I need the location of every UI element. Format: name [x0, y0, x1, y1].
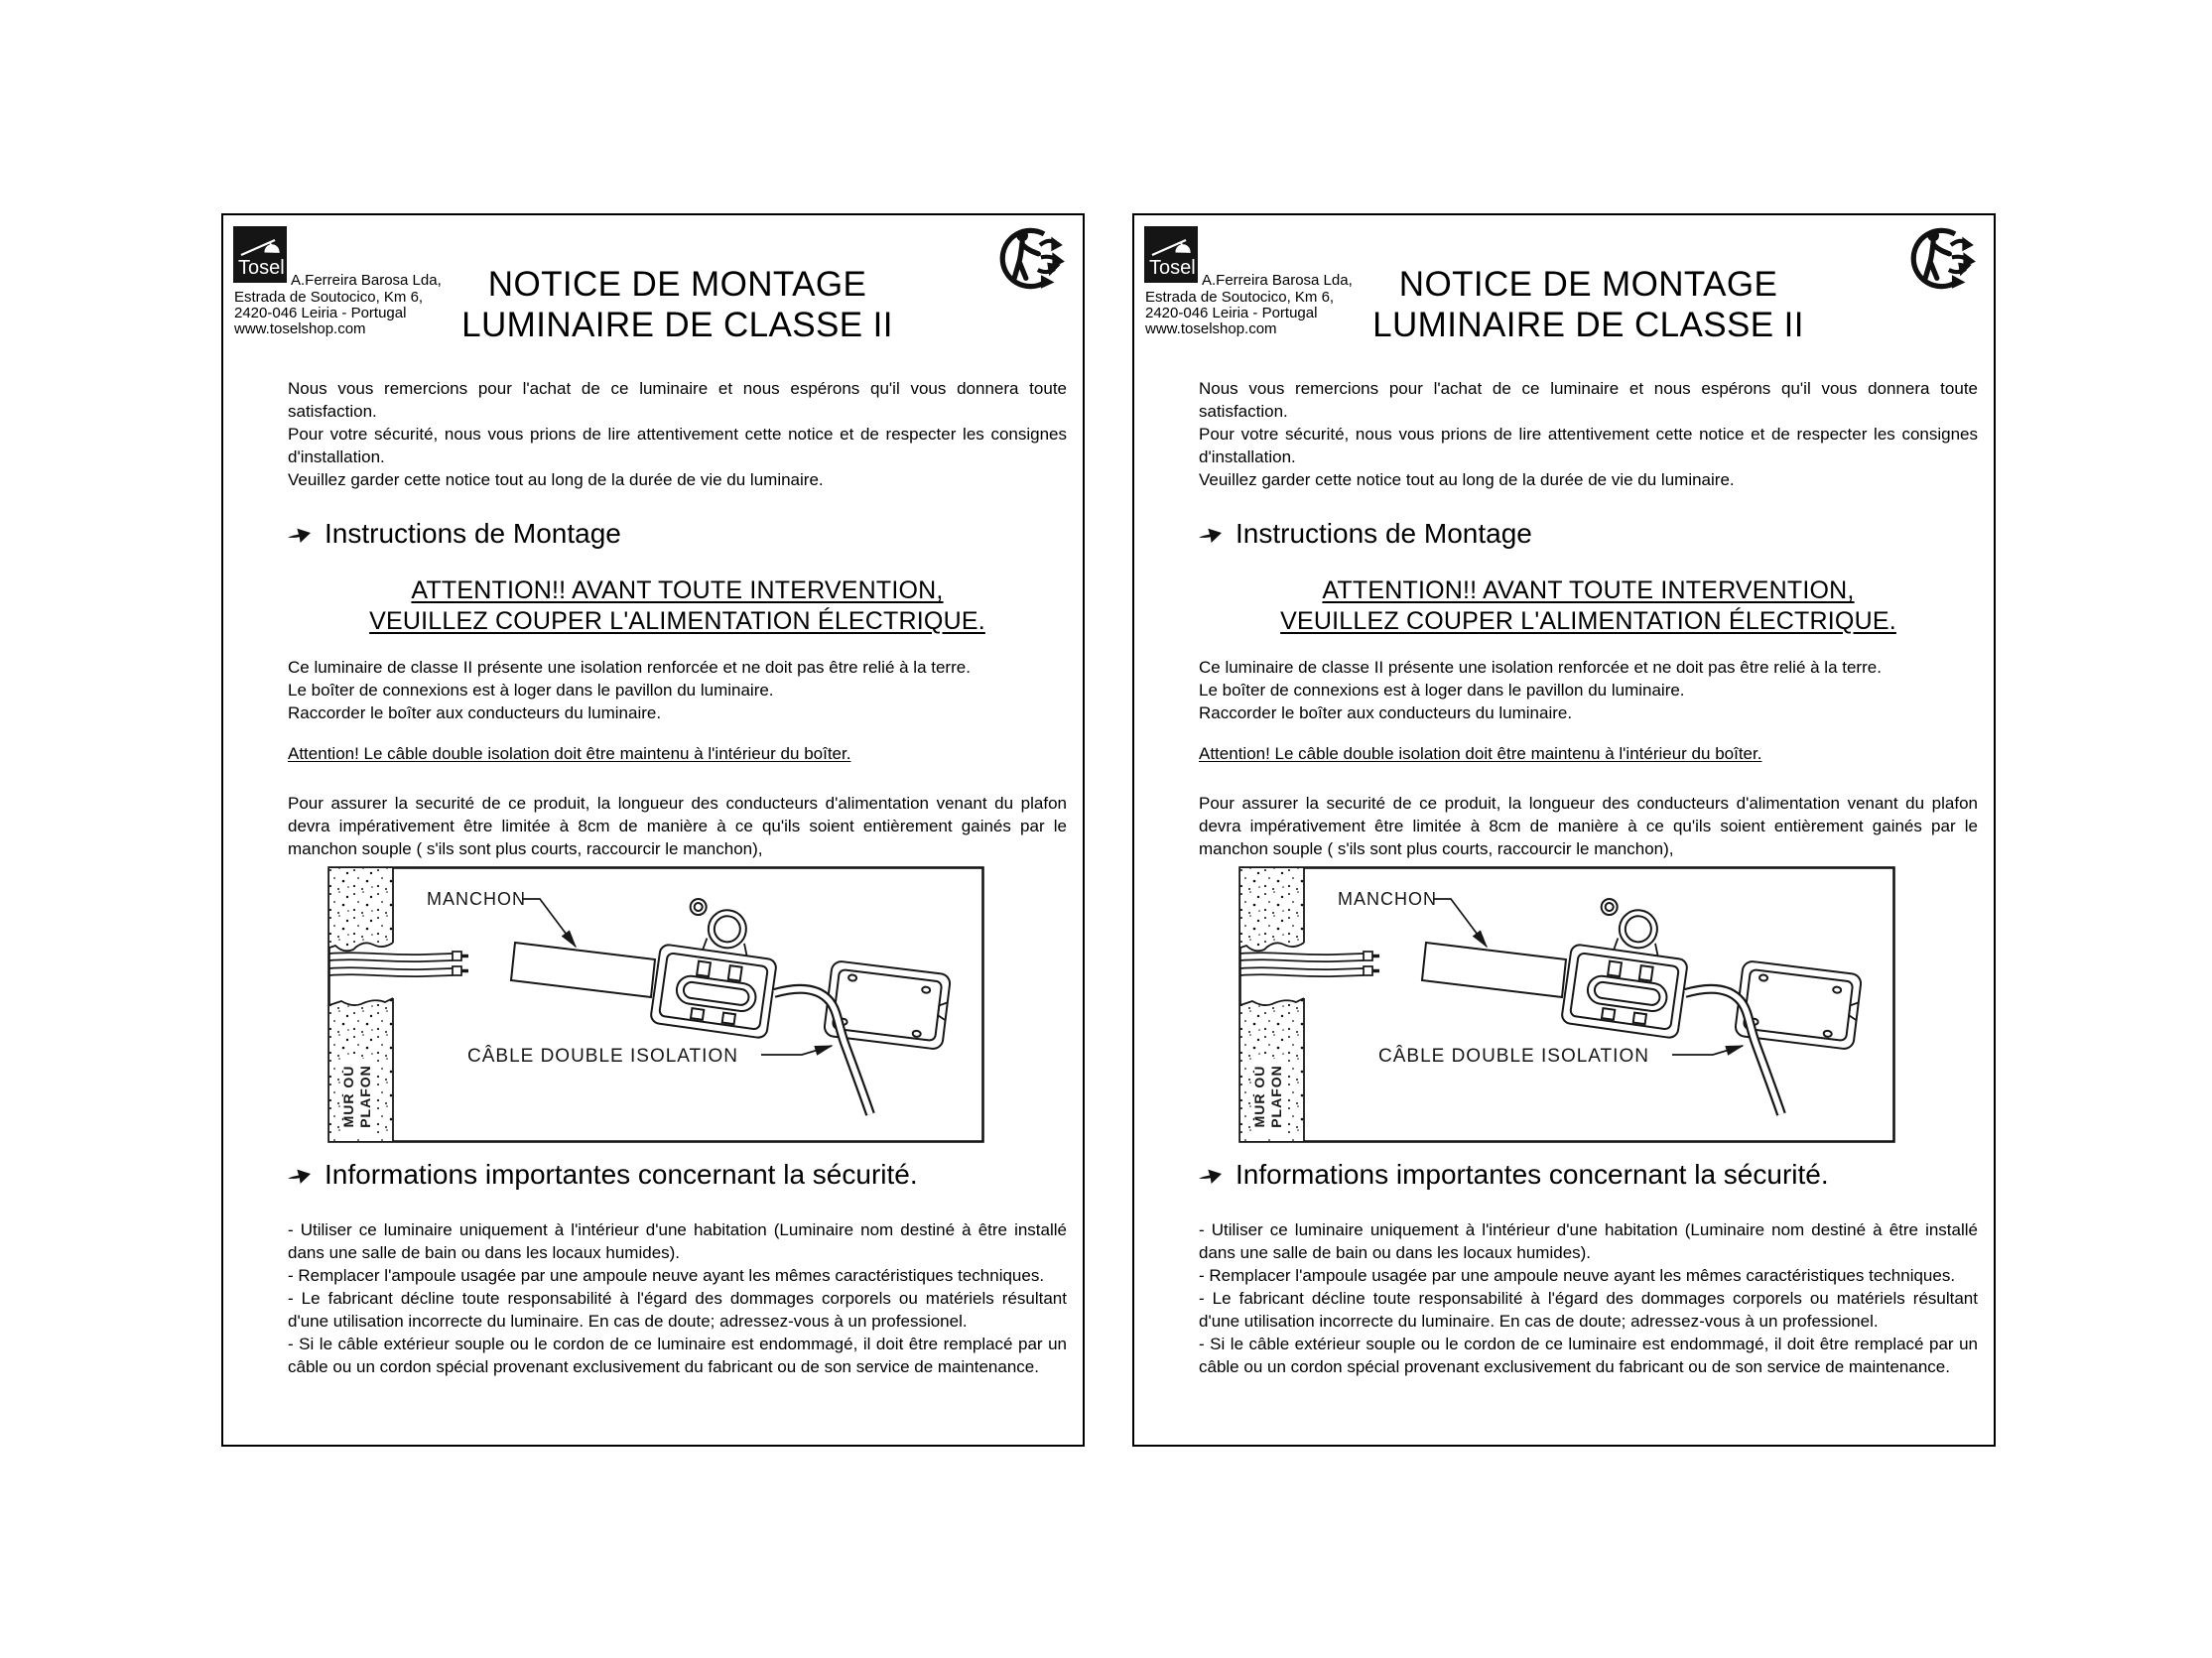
- safety-item: - Le fabricant décline toute responsabilité à l'égard des dommages corporels ou matériels résultant d'une utilisation incorrecte du luminaire. En cas de doute; adressez-vous à un professionel.: [288, 1289, 1067, 1331]
- notice-page: [1132, 213, 1996, 1447]
- attention-note: Attention! Le câble double isolation doit être maintenu à l'intérieur du boîter.: [1199, 744, 1762, 763]
- warning-line2: VEUILLEZ COUPER L'ALIMENTATION ÉLECTRIQUE.: [369, 607, 985, 635]
- manchon-tube: [511, 943, 655, 997]
- securite-heading-text: Informations importantes concernant la sécurité.: [325, 1159, 918, 1190]
- arrow-bullet-icon: [1199, 1165, 1223, 1185]
- supply-wires: [329, 952, 468, 976]
- installation-diagram: [327, 866, 984, 1143]
- securite-section-heading: [1199, 1159, 1978, 1191]
- securite-heading-text: Informations importantes concernant la sécurité.: [1236, 1159, 1829, 1190]
- intro-paragraphs: [1199, 377, 1978, 491]
- montage-paragraph-1: Ce luminaire de classe II présente une isolation renforcée et ne doit pas être relié à la terre.: [288, 658, 971, 677]
- intro-paragraph-1: Nous vous remercions pour l'achat de ce luminaire et nous espérons qu'il vous donnera toute satisfaction.: [1199, 379, 1978, 421]
- company-address-line1: Estrada de Soutocico, Km 6,: [234, 289, 424, 306]
- safety-item: - Utiliser ce luminaire uniquement à l'intérieur d'une habitation (Luminaire nom destiné à être installé dans une salle de bain ou dans les locaux humides).: [288, 1220, 1067, 1262]
- logo-brand-text: Tosel: [238, 257, 285, 279]
- montage-paragraphs: [1199, 656, 1978, 724]
- montage-paragraph-2: Le boîter de connexions est à loger dans le pavillon du luminaire.: [288, 681, 774, 700]
- company-address-line2: 2420-046 Leiria - Portugal: [234, 305, 407, 321]
- safety-item: - Si le câble extérieur souple ou le cordon de ce luminaire est endommagé, il doit être remplacé par un câble ou un cordon spécial provenant exclusivement du fabricant ou de son service de maintenance.: [1199, 1335, 1978, 1376]
- supply-wires: [1240, 952, 1379, 976]
- triman-recycling-icon: [1905, 222, 1978, 295]
- company-address-line1: Estrada de Soutocico, Km 6,: [1145, 289, 1335, 306]
- page-title: [1199, 264, 1978, 345]
- company-address-line2: 2420-046 Leiria - Portugal: [1145, 305, 1318, 321]
- warning-line1: ATTENTION!! AVANT TOUTE INTERVENTION,: [1322, 576, 1855, 604]
- connection-box: [1561, 895, 1695, 1039]
- safety-item: - Utiliser ce luminaire uniquement à l'intérieur d'une habitation (Luminaire nom destiné à être installé dans une salle de bain ou dans les locaux humides).: [1199, 1220, 1978, 1262]
- montage-paragraph-3: Raccorder le boîter aux conducteurs du luminaire.: [1199, 703, 1573, 722]
- logo-brand-text: Tosel: [1149, 257, 1196, 279]
- securite-section-heading: [288, 1159, 1067, 1191]
- intro-paragraph-3: Veuillez garder cette notice tout au long de la durée de vie du luminaire.: [288, 470, 824, 489]
- warning-line1: ATTENTION!! AVANT TOUTE INTERVENTION,: [411, 576, 944, 604]
- intro-paragraph-3: Veuillez garder cette notice tout au long de la durée de vie du luminaire.: [1199, 470, 1735, 489]
- page-header: [1134, 215, 1994, 364]
- triman-recycling-icon: [994, 222, 1067, 295]
- diagram-label-wall-line1: MUR OU: [1251, 1065, 1267, 1128]
- attention-note: Attention! Le câble double isolation doit être maintenu à l'intérieur du boîter.: [288, 744, 851, 763]
- installation-diagram: [1238, 866, 1895, 1143]
- montage-section-heading: [288, 518, 1067, 550]
- intro-paragraphs: [288, 377, 1067, 491]
- diagram-label-manchon: MANCHON: [427, 889, 526, 909]
- page-title-line1: NOTICE DE MONTAGE: [1398, 265, 1778, 304]
- diagram-label-wall: [340, 1065, 373, 1128]
- safety-item: - Si le câble extérieur souple ou le cordon de ce luminaire est endommagé, il doit être remplacé par un câble ou un cordon spécial provenant exclusivement du fabricant ou de son service de maintenance.: [288, 1335, 1067, 1376]
- montage-heading-text: Instructions de Montage: [325, 518, 621, 549]
- warning-block: [288, 575, 1067, 637]
- diagram-label-wall-line2: PLAFON: [357, 1065, 373, 1128]
- tosel-lamp-logo-icon: [233, 226, 287, 283]
- diagram-label-wall-line1: MUR OU: [340, 1065, 356, 1128]
- company-name: A.Ferreira Barosa Lda,: [291, 272, 442, 289]
- company-name: A.Ferreira Barosa Lda,: [1202, 272, 1353, 289]
- arrow-bullet-icon: [1199, 524, 1223, 544]
- company-website: www.toselshop.com: [1145, 320, 1277, 337]
- safety-item: - Remplacer l'ampoule usagée par une ampoule neuve ayant les mêmes caractéristiques techniques.: [288, 1266, 1045, 1285]
- page-body: [223, 377, 1083, 1378]
- safety-list: [288, 1218, 1067, 1378]
- intro-paragraph-1: Nous vous remercions pour l'achat de ce luminaire et nous espérons qu'il vous donnera toute satisfaction.: [288, 379, 1067, 421]
- arrow-bullet-icon: [288, 524, 312, 544]
- intro-paragraph-2: Pour votre sécurité, nous vous prions de lire attentivement cette notice et de respecter les consignes d'installation.: [288, 425, 1067, 466]
- manchon-tube: [1422, 943, 1566, 997]
- montage-paragraph-4: Pour assurer la securité de ce produit, la longueur des conducteurs d'alimentation venant du plafon devra impérativement être limitée à 8cm de manière à ce qu'ils soient entièrement gainés par le manchon souple ( s'ils sont plus courts, raccourcir le manchon),: [1199, 794, 1978, 858]
- warning-line2: VEUILLEZ COUPER L'ALIMENTATION ÉLECTRIQUE.: [1280, 607, 1896, 635]
- company-website: www.toselshop.com: [234, 320, 366, 337]
- page-title-line1: NOTICE DE MONTAGE: [487, 265, 867, 304]
- connection-box: [650, 895, 784, 1039]
- montage-paragraphs: [288, 656, 1067, 724]
- intro-paragraph-2: Pour votre sécurité, nous vous prions de lire attentivement cette notice et de respecter les consignes d'installation.: [1199, 425, 1978, 466]
- warning-block: [1199, 575, 1978, 637]
- montage-paragraph-3: Raccorder le boîter aux conducteurs du luminaire.: [288, 703, 662, 722]
- diagram-label-wall: [1251, 1065, 1284, 1128]
- page-body: [1134, 377, 1994, 1378]
- safety-item: - Le fabricant décline toute responsabilité à l'égard des dommages corporels ou matériels résultant d'une utilisation incorrecte du luminaire. En cas de doute; adressez-vous à un professionel.: [1199, 1289, 1978, 1331]
- safety-item: - Remplacer l'ampoule usagée par une ampoule neuve ayant les mêmes caractéristiques techniques.: [1199, 1266, 1956, 1285]
- montage-paragraph-4: Pour assurer la securité de ce produit, la longueur des conducteurs d'alimentation venant du plafon devra impérativement être limitée à 8cm de manière à ce qu'ils soient entièrement gainés par le manchon souple ( s'ils sont plus courts, raccourcir le manchon),: [288, 794, 1067, 858]
- diagram-label-cable: CÂBLE DOUBLE ISOLATION: [1378, 1046, 1649, 1067]
- notice-page: [221, 213, 1085, 1447]
- diagram-label-manchon: MANCHON: [1338, 889, 1437, 909]
- page-header: [223, 215, 1083, 364]
- safety-list: [1199, 1218, 1978, 1378]
- page-title-line2: LUMINAIRE DE CLASSE II: [461, 306, 893, 344]
- montage-section-heading: [1199, 518, 1978, 550]
- page-title-line2: LUMINAIRE DE CLASSE II: [1372, 306, 1804, 344]
- arrow-bullet-icon: [288, 1165, 312, 1185]
- montage-paragraph-2: Le boîter de connexions est à loger dans le pavillon du luminaire.: [1199, 681, 1685, 700]
- tosel-lamp-logo-icon: [1144, 226, 1198, 283]
- montage-paragraph-1: Ce luminaire de classe II présente une isolation renforcée et ne doit pas être relié à la terre.: [1199, 658, 1882, 677]
- diagram-label-cable: CÂBLE DOUBLE ISOLATION: [467, 1046, 738, 1067]
- page-title: [288, 264, 1067, 345]
- montage-heading-text: Instructions de Montage: [1236, 518, 1532, 549]
- diagram-label-wall-line2: PLAFON: [1268, 1065, 1284, 1128]
